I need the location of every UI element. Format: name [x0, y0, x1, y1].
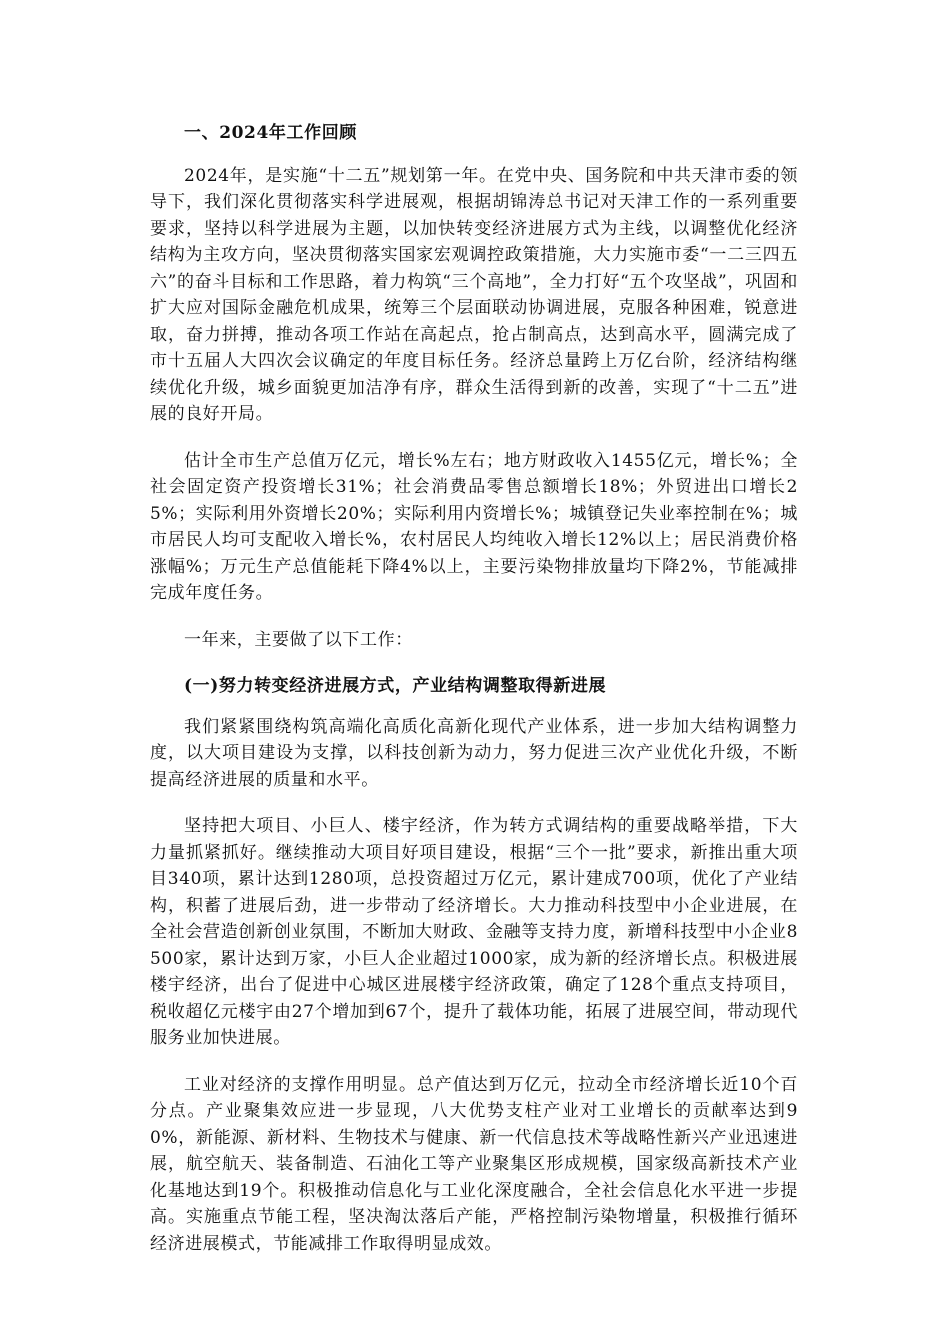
paragraph-industry-system: 我们紧紧围绕构筑高端化高质化高新化现代产业体系，进一步加大结构调整力度，以大项目建设为支撑，以科技创新为动力，努力促进三次产业优化升级，不断提高经济进展的质量和水平。 — [150, 716, 798, 790]
document-body — [150, 120, 798, 1277]
subsection-heading: (一)努力转变经济进展方式，产业结构调整取得新进展 — [184, 676, 607, 696]
paragraph-intro-work: 一年来，主要做了以下工作： — [184, 629, 413, 650]
paragraph-major-projects: 坚持把大项目、小巨人、楼宇经济，作为转方式调结构的重要战略举措，下大力量抓紧抓好。继续推动大项目好项目建设，根据“三个一批”要求，新推出重大项目340项，累计达到1280项，总投资超过万亿元，累计建成700项，优化了产业结构，积蓄了进展后劲，进一步带动了经济增长。大力推动科技型中小企业进展，在全社会营造创新创业氛围，不断加大财政、金融等支持力度，新增科技型中小企业8500家，累计达到万家，小巨人企业超过1000家，成为新的经济增长点。积极进展楼宇经济，出台了促进中心城区进展楼宇经济政策，确定了128个重点支持项目，税收超亿元楼宇由27个增加到67个，提升了载体功能，拓展了进展空间，带动现代服务业加快进展。 — [150, 816, 798, 1048]
paragraph-key-indicators: 估计全市生产总值万亿元，增长%左右；地方财政收入1455亿元，增长%；全社会固定资产投资增长31%；社会消费品零售总额增长18%；外贸进出口增长25%；实际利用外资增长20%；实际利用内资增长%；城镇登记失业率控制在%；城市居民人均可支配收入增长%，农村居民人均纯收入增长12%以上；居民消费价格涨幅%；万元生产总值能耗下降4%以上，主要污染物排放量均下降2%，节能减排完成年度任务。 — [150, 450, 798, 603]
paragraph-overview: 2024年，是实施“十二五”规划第一年。在党中央、国务院和中共天津市委的领导下，我们深化贯彻落实科学进展观，根据胡锦涛总书记对天津工作的一系列重要要求，坚持以科学进展为主题，以加快转变经济进展方式为主线，以调整优化经济结构为主攻方向，坚决贯彻落实国家宏观调控政策措施，大力实施市委“一二三四五六”的奋斗目标和工作思路，着力构筑“三个高地”，全力打好“五个攻坚战”，巩固和扩大应对国际金融危机成果，统筹三个层面联动协调进展，克服各种困难，锐意进取，奋力拼搏，推动各项工作站在高起点，抢占制高点，达到高水平，圆满完成了市十五届人大四次会议确定的年度目标任务。经济总量跨上万亿台阶，经济结构继续优化升级，城乡面貌更加洁净有序，群众生活得到新的改善，实现了“十二五”进展的良好开局。 — [150, 165, 798, 424]
paragraph-industry-support: 工业对经济的支撑作用明显。总产值达到万亿元，拉动全市经济增长近10个百分点。产业聚集效应进一步显现，八大优势支柱产业对工业增长的贡献率达到90%，新能源、新材料、生物技术与健康、新一代信息技术等战略性新兴产业迅速进展，航空航天、装备制造、石油化工等产业聚集区形成规模，国家级高新技术产业化基地达到19个。积极推动信息化与工业化深度融合，全社会信息化水平进一步提高。实施重点节能工程，坚决淘汰落后产能，严格控制污染物增量，积极推行循环经济进展模式，节能减排工作取得明显成效。 — [150, 1074, 798, 1254]
section-heading: 一、2024年工作回顾 — [184, 123, 357, 143]
